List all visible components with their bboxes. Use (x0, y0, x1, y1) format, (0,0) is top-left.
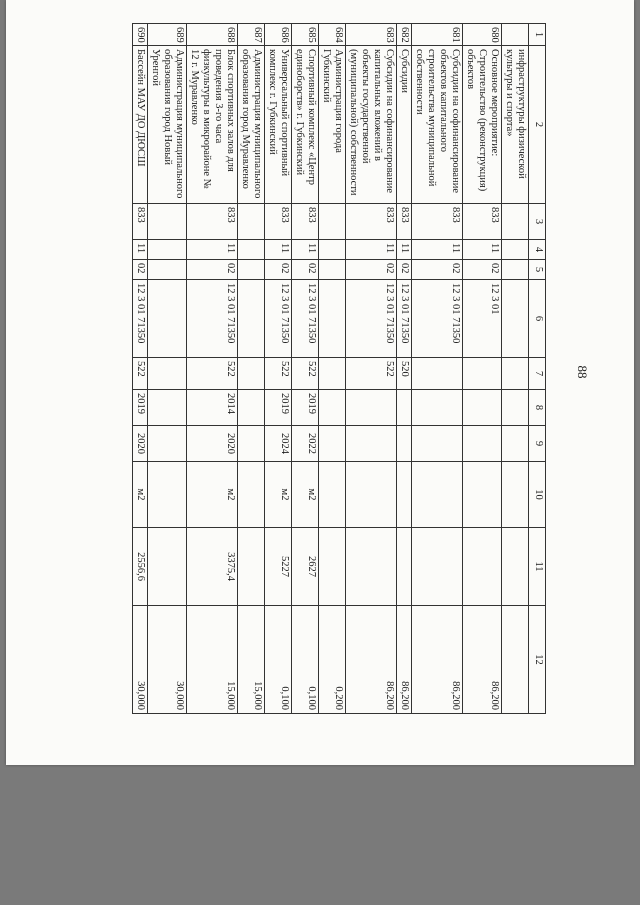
table-header-row (529, 24, 546, 714)
table-cell: 86,200 (346, 606, 397, 714)
table-cell (319, 528, 346, 606)
table-cell: Спортивный комплекс «Центр единоборств» г. Губкинский (292, 46, 319, 204)
table-cell: Администрация муниципального образования город Новый Уренгой (148, 46, 187, 204)
table-row (133, 24, 148, 714)
table-cell: 2014 (187, 390, 238, 426)
table-cell: 3375,4 (187, 528, 238, 606)
table-cell: 690 (133, 24, 148, 46)
table-cell: 2020 (133, 426, 148, 462)
table-cell: 12 3 01 71350 (412, 280, 463, 358)
table-row (463, 24, 502, 714)
table-cell (502, 462, 529, 528)
table-cell (412, 528, 463, 606)
table-cell (397, 426, 412, 462)
table-cell: 12 3 01 71350 (292, 280, 319, 358)
table-cell (238, 426, 265, 462)
table-cell: 522 (133, 358, 148, 390)
table-cell: 522 (346, 358, 397, 390)
table-cell: 12 3 01 71350 (133, 280, 148, 358)
table-cell (412, 390, 463, 426)
header-cell: 12 (529, 606, 546, 714)
header-cell: 4 (529, 240, 546, 260)
header-cell: 9 (529, 426, 546, 462)
table-row (346, 24, 397, 714)
table-cell (238, 528, 265, 606)
table-cell: 11 (412, 240, 463, 260)
table-cell: 2627 (292, 528, 319, 606)
table-cell: 522 (265, 358, 292, 390)
table-cell (502, 260, 529, 280)
table-cell: 11 (397, 240, 412, 260)
table-cell: Бассейн МАУ ДО ДЮСШ (133, 46, 148, 204)
table-cell (397, 528, 412, 606)
table-cell (238, 462, 265, 528)
table-cell: 11 (265, 240, 292, 260)
table-cell (502, 606, 529, 714)
table-cell: 686 (265, 24, 292, 46)
table-cell: 5227 (265, 528, 292, 606)
table-cell: 02 (265, 260, 292, 280)
table-cell: 833 (346, 204, 397, 240)
table-cell: 02 (187, 260, 238, 280)
table-cell: 02 (412, 260, 463, 280)
table-cell (238, 280, 265, 358)
table-cell: 522 (292, 358, 319, 390)
table-cell: Блок спортивных залов для проведения 3-го часа физкультуры в микрорайоне № 12 г. Муравленко (187, 46, 238, 204)
table-cell (502, 24, 529, 46)
table-cell (238, 204, 265, 240)
table-row (412, 24, 463, 714)
table-cell: 11 (187, 240, 238, 260)
header-cell: 10 (529, 462, 546, 528)
table-cell: 2556,6 (133, 528, 148, 606)
table-cell (397, 462, 412, 528)
table-row (397, 24, 412, 714)
table-cell (412, 358, 463, 390)
table-cell (463, 390, 502, 426)
table-cell: 520 (397, 358, 412, 390)
table-cell: 11 (133, 240, 148, 260)
table-cell: 86,200 (463, 606, 502, 714)
table-cell (238, 240, 265, 260)
table-cell (346, 462, 397, 528)
table-cell: 15,000 (187, 606, 238, 714)
table-cell (412, 462, 463, 528)
table-row (502, 24, 529, 714)
table-cell: м2 (265, 462, 292, 528)
table-cell: 833 (412, 204, 463, 240)
table-cell: 683 (346, 24, 397, 46)
table-cell (148, 426, 187, 462)
table-cell (319, 240, 346, 260)
page-number: 88 (575, 365, 590, 379)
table-cell: 685 (292, 24, 319, 46)
table-cell (502, 528, 529, 606)
table-cell: 12 3 01 71350 (346, 280, 397, 358)
table-body (133, 24, 546, 714)
table-cell (319, 280, 346, 358)
header-cell: 6 (529, 280, 546, 358)
table-cell: 12 3 01 71350 (187, 280, 238, 358)
table-cell: Администрация города Губкинский (319, 46, 346, 204)
table-cell (502, 240, 529, 260)
table-cell: 833 (265, 204, 292, 240)
table-cell: 2019 (133, 390, 148, 426)
table-cell (148, 280, 187, 358)
table-cell (397, 390, 412, 426)
table-cell: 2022 (292, 426, 319, 462)
table-cell (502, 426, 529, 462)
table-cell: 86,200 (397, 606, 412, 714)
table-cell (346, 528, 397, 606)
table-cell: 689 (148, 24, 187, 46)
table-cell: 11 (463, 240, 502, 260)
table-cell: 02 (133, 260, 148, 280)
table-cell: 833 (187, 204, 238, 240)
table-cell: 86,200 (412, 606, 463, 714)
table-cell: Универсальный спортивный комплекс г. Губкинский (265, 46, 292, 204)
table-cell: 681 (412, 24, 463, 46)
table-cell: 2020 (187, 426, 238, 462)
table-cell: 02 (463, 260, 502, 280)
table-cell: 2019 (292, 390, 319, 426)
table-cell (412, 426, 463, 462)
table-row (265, 24, 292, 714)
table-cell (319, 426, 346, 462)
table-cell (502, 280, 529, 358)
table-cell: Администрация муниципального образования город Муравленко (238, 46, 265, 204)
table-cell (463, 426, 502, 462)
table-cell (148, 260, 187, 280)
table-cell (502, 204, 529, 240)
table-cell (319, 462, 346, 528)
table-cell: 02 (397, 260, 412, 280)
table-cell: 687 (238, 24, 265, 46)
rotated-content (106, 18, 606, 718)
table-cell: Субсидии на софинансирование объектов капитального строительства муниципальной собственности (412, 46, 463, 204)
table-cell: 833 (292, 204, 319, 240)
table-cell (238, 358, 265, 390)
table-cell: 833 (133, 204, 148, 240)
table-row (187, 24, 238, 714)
table-cell: м2 (133, 462, 148, 528)
table-cell: 682 (397, 24, 412, 46)
table-cell: м2 (292, 462, 319, 528)
header-cell: 5 (529, 260, 546, 280)
table-cell (463, 358, 502, 390)
table-cell: 0,200 (319, 606, 346, 714)
table-cell (463, 528, 502, 606)
table-cell (319, 358, 346, 390)
table-cell: 0,100 (292, 606, 319, 714)
header-cell: 7 (529, 358, 546, 390)
table-cell (148, 204, 187, 240)
table-cell: 688 (187, 24, 238, 46)
table-cell: 2024 (265, 426, 292, 462)
table-cell: 2019 (265, 390, 292, 426)
table-cell: 0,100 (265, 606, 292, 714)
table-row (148, 24, 187, 714)
table-cell (148, 358, 187, 390)
table-cell: 12 3 01 71350 (397, 280, 412, 358)
table-cell (148, 462, 187, 528)
table-cell: 30,000 (148, 606, 187, 714)
table-cell: 833 (397, 204, 412, 240)
table-cell (319, 260, 346, 280)
table-cell: 11 (346, 240, 397, 260)
table-row (238, 24, 265, 714)
table-cell: 12 3 01 (463, 280, 502, 358)
table-cell (319, 204, 346, 240)
table-cell: 30,000 (133, 606, 148, 714)
table-cell: Субсидии (397, 46, 412, 204)
table-row (292, 24, 319, 714)
table-cell (463, 462, 502, 528)
table-cell (238, 260, 265, 280)
table-cell: 680 (463, 24, 502, 46)
table-cell: 11 (292, 240, 319, 260)
table-cell (346, 426, 397, 462)
table-cell (148, 528, 187, 606)
table-cell: 684 (319, 24, 346, 46)
table-row (319, 24, 346, 714)
table-cell: инфраструктуры физической культуры и спорта» (502, 46, 529, 204)
header-cell: 11 (529, 528, 546, 606)
table-cell: 02 (292, 260, 319, 280)
table-cell: 12 3 01 71350 (265, 280, 292, 358)
table-cell: 15,000 (238, 606, 265, 714)
header-cell: 3 (529, 204, 546, 240)
header-cell: 1 (529, 24, 546, 46)
table-cell (502, 358, 529, 390)
table-cell (148, 390, 187, 426)
table-cell: 522 (187, 358, 238, 390)
table-cell (346, 390, 397, 426)
table-cell: м2 (187, 462, 238, 528)
table-cell: Субсидии на софинансирование капитальных вложений в объекты государственной (муниципальной) собственности (346, 46, 397, 204)
table-cell (502, 390, 529, 426)
table-cell (148, 240, 187, 260)
header-cell: 2 (529, 46, 546, 204)
table-cell: 02 (346, 260, 397, 280)
table-cell (319, 390, 346, 426)
table-cell (238, 390, 265, 426)
header-cell: 8 (529, 390, 546, 426)
table-cell: 833 (463, 204, 502, 240)
budget-table (132, 23, 546, 714)
table-cell: Основное мероприятие: Строительство (реконструкция) объектов (463, 46, 502, 204)
document-page (6, 0, 634, 765)
